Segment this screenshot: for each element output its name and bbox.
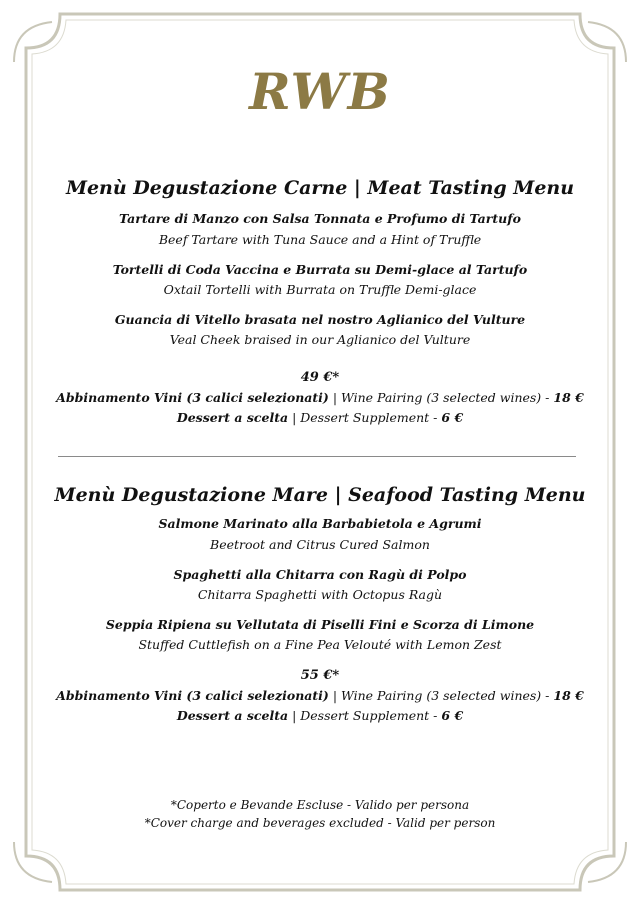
seafood-menu-title: Menù Degustazione Mare | Seafood Tasting Menu — [54, 484, 586, 506]
section-divider — [58, 456, 576, 457]
inner-frame — [32, 20, 608, 884]
dessert-price: 6 € — [441, 410, 464, 425]
wine-pairing-it: Abbinamento Vini (3 calici selezionati) — [56, 390, 329, 405]
meat-menu-title: Menù Degustazione Carne | Meat Tasting Menu — [65, 177, 575, 199]
dish-english: Chitarra Spaghetti with Octopus Ragù — [197, 587, 443, 602]
dessert-en: | Dessert Supplement - — [292, 708, 438, 723]
wine-pairing-en: | Wine Pairing (3 selected wines) - — [332, 390, 550, 405]
restaurant-logo: RWB — [249, 62, 391, 121]
wine-pairing-price: 18 € — [553, 390, 584, 405]
dessert-price: 6 € — [441, 708, 464, 723]
wine-pairing-line — [0, 688, 640, 703]
dessert-en: | Dessert Supplement - — [292, 410, 438, 425]
outer-frame — [26, 14, 614, 890]
dish-english: Veal Cheek braised in our Aglianico del Vulture — [169, 332, 471, 347]
seafood-menu-price: 55 €* — [300, 668, 340, 683]
dish-italian: Guancia di Vitello brasata nel nostro Aglianico del Vulture — [114, 312, 526, 327]
footnote-italian: *Coperto e Bevande Escluse - Valido per persona — [170, 798, 470, 812]
wine-pairing-en: | Wine Pairing (3 selected wines) - — [332, 688, 550, 703]
dish-italian: Salmone Marinato alla Barbabietola e Agrumi — [158, 516, 482, 531]
dessert-line — [0, 410, 640, 425]
footnote-english: *Cover charge and beverages excluded - Valid per person — [144, 816, 496, 830]
wine-pairing-price: 18 € — [553, 688, 584, 703]
dish-english: Oxtail Tortelli with Burrata on Truffle Demi-glace — [163, 282, 477, 297]
dish-english: Beetroot and Citrus Cured Salmon — [210, 537, 430, 552]
dish-italian: Tortelli di Coda Vaccina e Burrata su Demi-glace al Tartufo — [112, 262, 528, 277]
meat-menu-price: 49 €* — [300, 370, 340, 385]
wine-pairing-it: Abbinamento Vini (3 calici selezionati) — [56, 688, 329, 703]
dessert-line — [0, 708, 640, 723]
dessert-it: Dessert a scelta — [176, 708, 289, 723]
dessert-it: Dessert a scelta — [176, 410, 289, 425]
dish-italian: Tartare di Manzo con Salsa Tonnata e Profumo di Tartufo — [119, 211, 521, 226]
dish-italian: Seppia Ripiena su Vellutata di Piselli Fini e Scorza di Limone — [105, 617, 535, 632]
dish-italian: Spaghetti alla Chitarra con Ragù di Polpo — [173, 567, 467, 582]
wine-pairing-line — [0, 390, 640, 405]
dish-english: Stuffed Cuttlefish on a Fine Pea Velouté with Lemon Zest — [138, 637, 502, 652]
dish-english: Beef Tartare with Tuna Sauce and a Hint of Truffle — [158, 232, 482, 247]
